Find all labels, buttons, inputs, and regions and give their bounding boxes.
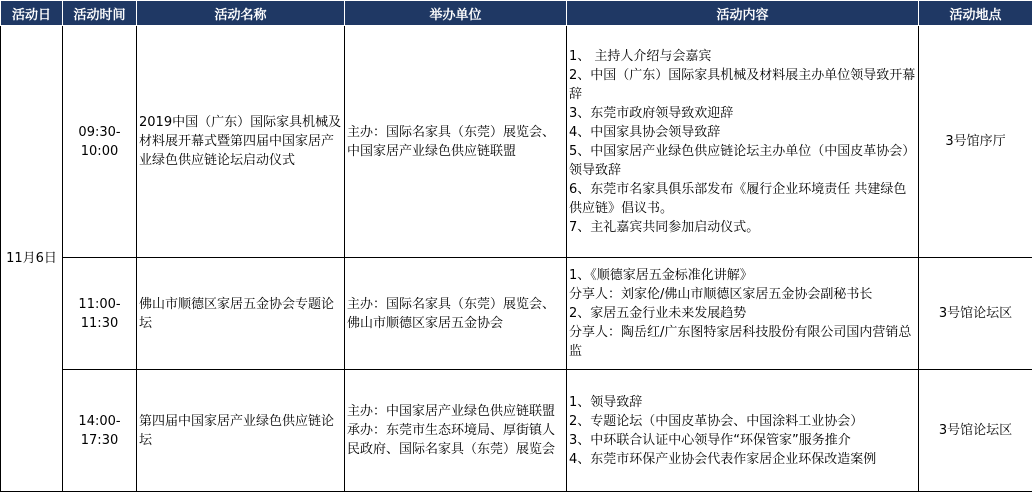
content-item: 分享人：陶岳红/广东图特家居科技股份有限公司国内营销总监 (569, 325, 912, 359)
time-end: 17:30 (80, 432, 119, 448)
table-row (1, 26, 1032, 258)
header-date: 活动日 (1, 1, 63, 26)
event-venue: 3号馆论坛区 (919, 258, 1032, 370)
header-time: 活动时间 (63, 1, 137, 26)
header-organizer: 举办单位 (345, 1, 567, 26)
content-item: 7、主礼嘉宾共同参加启动仪式。 (569, 219, 760, 235)
organizer-line: 承办：东莞市生态环境局、厚街镇人民政府、国际名家具（东莞）展览会 (347, 423, 556, 457)
event-date: 11月6日 (1, 26, 63, 492)
event-time (63, 370, 137, 492)
table-row (1, 370, 1032, 492)
content-item: 2、中国（广东）国际家具机械及材料展主办单位领导致开幕辞 (569, 67, 916, 102)
event-content (567, 370, 919, 492)
header-name: 活动名称 (137, 1, 345, 26)
content-item: 3、东莞市政府领导致欢迎辞 (569, 105, 734, 121)
content-item: 4、中国家具协会领导致辞 (569, 124, 721, 140)
content-item: 3、中环联合认证中心领导作“环保管家”服务推介 (569, 432, 851, 448)
event-time (63, 26, 137, 258)
content-item: 1、《顺德家居五金标准化讲解》 (569, 268, 753, 283)
event-venue: 3号馆序厅 (919, 26, 1032, 258)
content-item: 1、领导致辞 (569, 394, 643, 410)
organizer-line: 主办：国际名家具（东莞）展览会、中国家居产业绿色供应链联盟 (347, 124, 556, 159)
event-name: 2019中国（广东）国际家具机械及材料展开幕式暨第四届中国家居产业绿色供应链论坛启动仪式 (137, 26, 345, 258)
event-name: 佛山市顺德区家居五金协会专题论坛 (137, 258, 345, 370)
organizer-line: 主办：国际名家具（东莞）展览会、佛山市顺德区家居五金协会 (347, 296, 556, 331)
event-name: 第四届中国家居产业绿色供应链论坛 (137, 370, 345, 492)
content-item: 1、 主持人介绍与会嘉宾 (569, 48, 712, 64)
time-start: 09:30- (78, 124, 121, 140)
time-end: 10:00 (80, 143, 119, 159)
event-content (567, 26, 919, 258)
header-content: 活动内容 (567, 1, 919, 26)
event-time (63, 258, 137, 370)
time-start: 14:00- (78, 413, 121, 429)
organizer-line: 主办：中国家居产业绿色供应链联盟 (347, 404, 556, 419)
event-organizer (345, 370, 567, 492)
content-item: 4、东莞市环保产业协会代表作家居企业环保改造案例 (569, 451, 877, 467)
event-venue: 3号馆论坛区 (919, 370, 1032, 492)
table-row (1, 258, 1032, 370)
header-venue: 活动地点 (919, 1, 1032, 26)
content-item: 6、东莞市名家具俱乐部发布《履行企业环境责任 共建绿色供应链》倡议书。 (569, 181, 907, 216)
content-item: 2、家居五金行业未来发展趋势 (569, 306, 747, 321)
event-content (567, 258, 919, 370)
content-item: 5、中国家居产业绿色供应链论坛主办单位（中国皮革协会）领导致辞 (569, 143, 916, 178)
content-item: 2、专题论坛（中国皮革协会、中国涂料工业协会） (569, 413, 864, 429)
event-organizer (345, 26, 567, 258)
event-organizer (345, 258, 567, 370)
header-row (1, 1, 1032, 26)
content-item: 分享人：刘家伦/佛山市顺德区家居五金协会副秘书长 (569, 287, 873, 302)
time-end: 11:30 (80, 315, 119, 331)
time-start: 11:00- (78, 296, 121, 312)
